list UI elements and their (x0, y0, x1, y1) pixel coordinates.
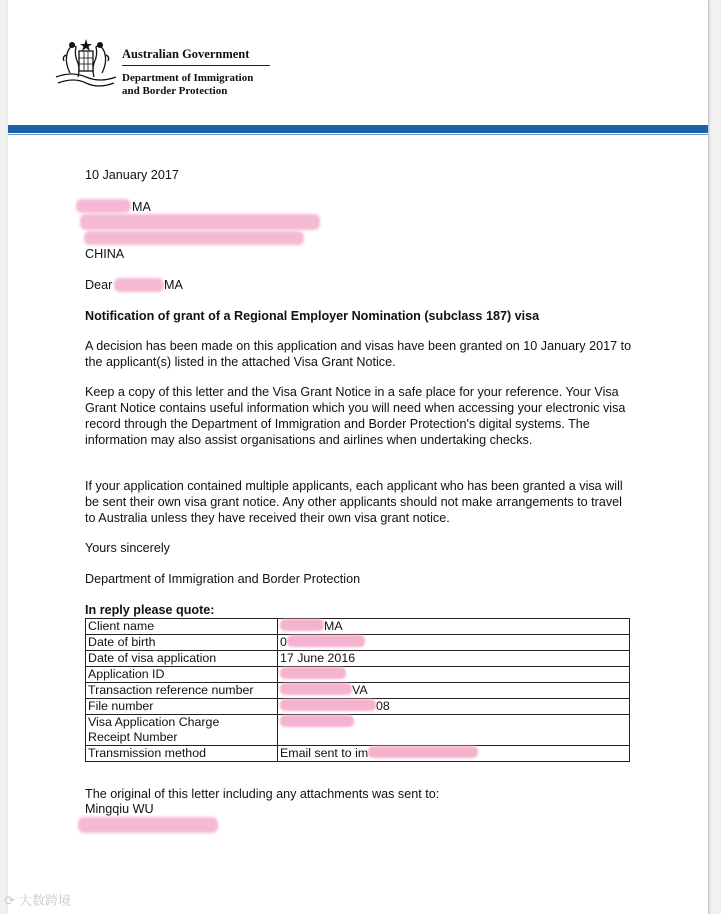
table-row (86, 683, 630, 699)
redaction-mark (368, 746, 478, 758)
redaction-mark (280, 683, 352, 695)
redaction-mark (280, 715, 354, 727)
paragraph-multiple-applicants: If your application contained multiple applicants, each applicant who has been granted a visa will be sent their own visa grant notice. Any other applicants should not make arrangements to travel to Australia unless they have received their own visa grant notice. (85, 479, 623, 525)
sent-to-name: Mingqiu WU (85, 802, 154, 816)
watermark: ⟳ 大数跨境 (4, 894, 72, 909)
watermark-icon: ⟳ (4, 894, 15, 909)
row-value-file-number: 08 (278, 699, 630, 715)
redaction-mark (78, 817, 218, 833)
signatory: Department of Immigration and Border Protection (85, 572, 361, 586)
redaction-mark (280, 667, 346, 679)
table-row (86, 635, 630, 651)
coat-of-arms-logo (52, 33, 120, 91)
government-name: Australian Government (122, 47, 250, 61)
row-value-transmission-method: Email sent to im (278, 746, 630, 762)
table-row (86, 746, 630, 762)
row-label-client-name: Client name (86, 619, 278, 635)
recipient-surname: MA (132, 200, 151, 214)
header-band (8, 125, 708, 133)
table-row (86, 651, 630, 667)
row-value-date-of-visa-application: 17 June 2016 (278, 651, 630, 667)
paragraph-decision: A decision has been made on this application and visas have been granted on 10 January 2017 to the applicant(s) listed in the attached Visa Grant Notice. (85, 339, 632, 369)
table-row (86, 667, 630, 683)
row-value-transaction-reference-number: VA (278, 683, 630, 699)
letter-page (8, 0, 708, 914)
reply-reference-table (85, 618, 630, 762)
redaction-mark (76, 199, 131, 213)
table-row (86, 699, 630, 715)
salutation-prefix: Dear (85, 278, 113, 292)
row-value-visa-application-charge-receipt (278, 715, 630, 746)
row-label-transaction-reference-number: Transaction reference number (86, 683, 278, 699)
department-line-2: and Border Protection (122, 85, 228, 97)
row-label-date-of-visa-application: Date of visa application (86, 651, 278, 667)
original-sent-to: The original of this letter including any attachments was sent to: (85, 787, 440, 801)
redaction-mark (287, 635, 365, 647)
row-label-application-id: Application ID (86, 667, 278, 683)
header-band-line (8, 134, 708, 135)
table-row (86, 715, 630, 746)
salutation-surname: MA (164, 278, 183, 292)
redaction-mark (114, 278, 164, 292)
header-rule (122, 65, 270, 66)
redaction-mark (80, 214, 320, 230)
letter-subject: Notification of grant of a Regional Employer Nomination (subclass 187) visa (85, 309, 540, 323)
row-label-date-of-birth: Date of birth (86, 635, 278, 651)
row-value-application-id (278, 667, 630, 683)
redaction-mark (280, 699, 376, 711)
government-header (122, 47, 272, 98)
redaction-mark (280, 619, 324, 631)
table-row (86, 619, 630, 635)
row-label-visa-application-charge-receipt: Visa Application Charge Receipt Number (86, 715, 278, 746)
letter-date: 10 January 2017 (85, 168, 179, 182)
paragraph-keep-copy: Keep a copy of this letter and the Visa Grant Notice in a safe place for your reference. Your Visa Grant Notice contains useful information which you will need when accessing your electronic visa record through the Department of Immigration and Border Protection's digital systems. The information may also assist organisations and airlines when undertaking checks. (85, 385, 626, 447)
row-value-date-of-birth: 0 (278, 635, 630, 651)
row-label-transmission-method: Transmission method (86, 746, 278, 762)
department-line-1: Department of Immigration (122, 72, 254, 84)
redaction-mark (84, 231, 304, 245)
recipient-country: CHINA (85, 247, 125, 261)
row-label-file-number: File number (86, 699, 278, 715)
row-value-client-name: MA (278, 619, 630, 635)
closing: Yours sincerely (85, 541, 170, 555)
reply-heading: In reply please quote: (85, 603, 215, 617)
